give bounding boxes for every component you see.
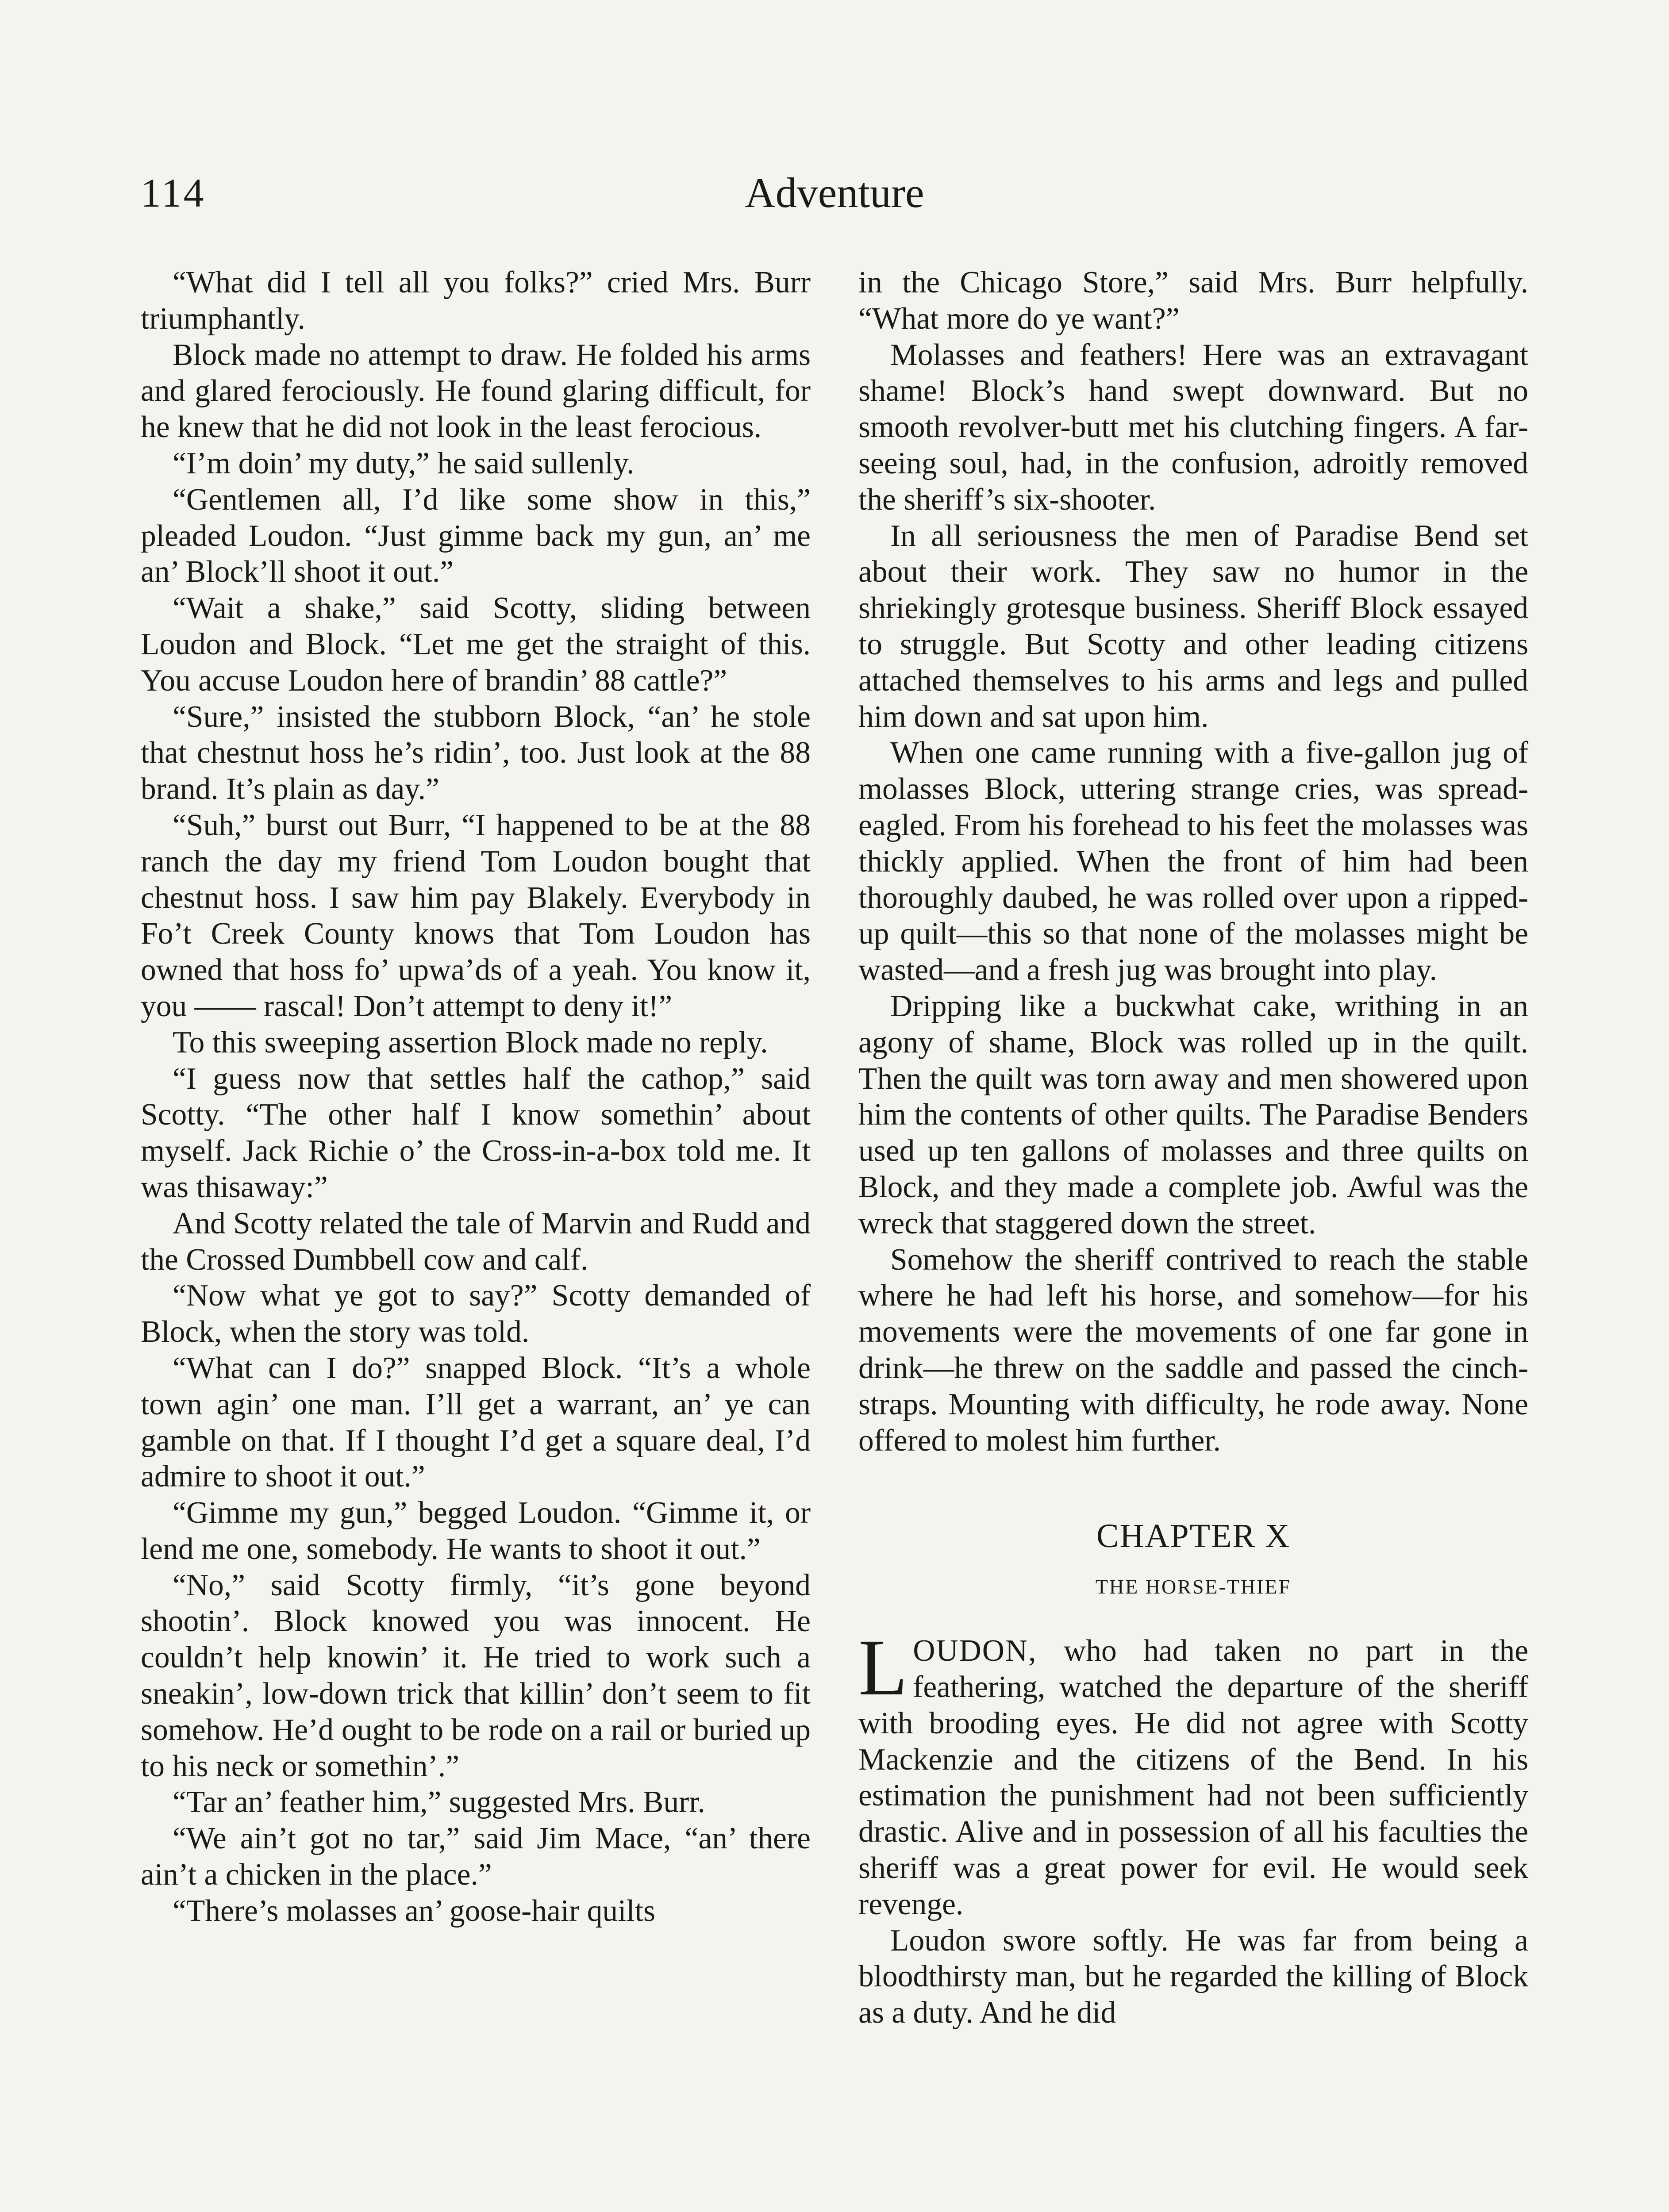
right-column bbox=[858, 265, 1528, 2031]
paragraph: “What can I do?” snapped Block. “It’s a whole town agin’ one man. I’ll get a warrant, an’ ye can gamble on that. If I thought I’d get a square deal, I’d admire to shoot it out.” bbox=[141, 1351, 811, 1494]
paragraph: To this sweeping assertion Block made no reply. bbox=[173, 1025, 768, 1060]
paragraph: in the Chicago Store,” said Mrs. Burr helpfully. “What more do ye want?” bbox=[858, 265, 1528, 336]
chapter-subtitle: THE HORSE-THIEF bbox=[1095, 1575, 1292, 1598]
paragraph: “Gimme my gun,” begged Loudon. “Gimme it, or lend me one, somebody. He wants to shoot it out.” bbox=[141, 1496, 811, 1566]
chapter-opening-paragraph bbox=[858, 1623, 1528, 1922]
paragraph: “I’m doin’ my duty,” he said sullenly. bbox=[173, 446, 635, 480]
paragraph: Somehow the sheriff contrived to reach the stable where he had left his horse, and somehow—for his movements were the movements of one far gone in drink—he threw on the saddle and passed the cinch-straps. Mounting with difficulty, he rode away. None offered to molest him further. bbox=[858, 1242, 1528, 1458]
paragraph: And Scotty related the tale of Marvin and Rudd and the Crossed Dumbbell cow and calf. bbox=[141, 1206, 811, 1277]
opening-word: OUDON, bbox=[913, 1634, 1037, 1668]
paragraph: Dripping like a buckwhat cake, writhing in an agony of shame, Block was rolled up in the quilt. Then the quilt was torn away and men showered upon him the contents of other quilts. The Paradise Benders used up ten gallons of molasses and three quilts on Block, and they made a complete job. Awful was the wreck that staggered down the street. bbox=[858, 989, 1528, 1240]
paragraph: In all seriousness the men of Paradise Bend set about their work. They saw no humor in the shriekingly grotesque business. Sheriff Block essayed to struggle. But Scotty and other leading citizens attached themselves to his arms and legs and pulled him down and sat upon him. bbox=[858, 518, 1528, 734]
paragraph: When one came running with a five-gallon jug of molasses Block, uttering strange cries, was spread-eagled. From his forehead to his feet the molasses was thickly applied. When the front of him had been thoroughly daubed, he was rolled over upon a ripped-up quilt—this so that none of the molasses might be wasted—and a fresh jug was brought into play. bbox=[858, 736, 1528, 987]
left-column bbox=[141, 265, 811, 1929]
opening-text: who had taken no part in the feathering, watched the departure of the sheriff with brooding eyes. He did not agree with Scotty Mackenzie and the citizens of the Bend. In his estimation the punishment had not been sufficiently drastic. Alive and in possession of all his faculties the sheriff was a great power for evil. He would seek revenge. bbox=[858, 1634, 1528, 1921]
paragraph: “No,” said Scotty firmly, “it’s gone beyond shootin’. Block knowed you was innocent. He couldn’t help knowin’ it. He tried to work such a sneakin’, low-down trick that killin’ don’t seem to fit somehow. He’d ought to be rode on a rail or buried up to his neck or somethin’.” bbox=[141, 1568, 811, 1783]
paragraph: “Sure,” insisted the stubborn Block, “an’ he stole that chestnut hoss he’s ridin’, too. Just look at the 88 brand. It’s plain as day.” bbox=[141, 699, 811, 806]
paragraph: “I guess now that settles half the cathop,” said Scotty. “The other half I know somethin’ about myself. Jack Richie o’ the Cross-in-a-box told me. It was thisaway:” bbox=[141, 1061, 811, 1204]
drop-cap: L bbox=[858, 1623, 908, 1713]
chapter-heading bbox=[858, 1516, 1528, 1599]
chapter-title: CHAPTER X bbox=[1096, 1517, 1291, 1555]
paragraph: “We ain’t got no tar,” said Jim Mace, “an’ there ain’t a chicken in the place.” bbox=[141, 1821, 811, 1892]
page-number: 114 bbox=[141, 170, 206, 215]
paragraph: “Gentlemen all, I’d like some show in this,” pleaded Loudon. “Just gimme back my gun, an’ me an’ Block’ll shoot it out.” bbox=[141, 482, 811, 589]
paragraph: “Tar an’ feather him,” suggested Mrs. Burr. bbox=[173, 1785, 705, 1820]
paragraph: “Suh,” burst out Burr, “I happened to be at the 88 ranch the day my friend Tom Loudon bought that chestnut hoss. I saw him pay Blakely. Everybody in Fo’t Creek County knows that Tom Loudon has owned that hoss fo’ upwa’ds of a yeah. You know it, you —— rascal! Don’t attempt to deny it!” bbox=[141, 808, 811, 1023]
paragraph: Block made no attempt to draw. He folded his arms and glared ferociously. He found glaring difficult, for he knew that he did not look in the least ferocious. bbox=[141, 338, 811, 445]
paragraph: “What did I tell all you folks?” cried Mrs. Burr triumphantly. bbox=[141, 265, 811, 336]
paragraph: “There’s molasses an’ goose-hair quilts bbox=[173, 1893, 656, 1928]
paragraph: Molasses and feathers! Here was an extravagant shame! Block’s hand swept downward. But no smooth revolver-butt met his clutching fingers. A far-seeing soul, had, in the confusion, adroitly removed the sheriff’s six-shooter. bbox=[858, 338, 1528, 517]
paragraph: “Wait a shake,” said Scotty, sliding between Loudon and Block. “Let me get the straight of this. You accuse Loudon here of brandin’ 88 cattle?” bbox=[141, 591, 811, 698]
paragraph: Loudon swore softly. He was far from being a bloodthirsty man, but he regarded the killing of Block as a duty. And he did bbox=[858, 1923, 1528, 2030]
running-title: Adventure bbox=[745, 169, 924, 216]
paragraph: “Now what ye got to say?” Scotty demanded of Block, when the story was told. bbox=[141, 1279, 811, 1349]
